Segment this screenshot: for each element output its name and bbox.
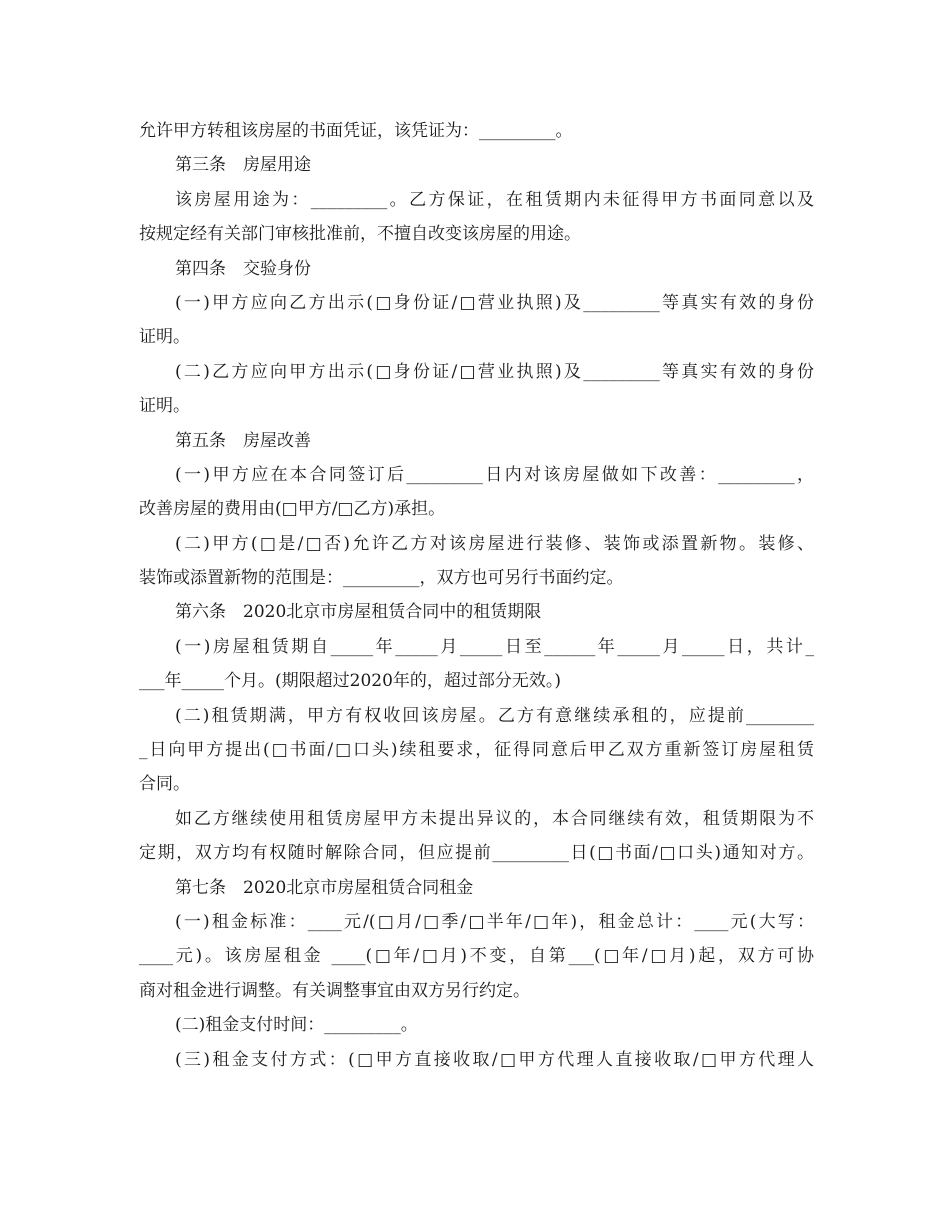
text-line: 商对租金进行调整。有关调整事宜由双方另行约定。 <box>139 980 530 1001</box>
text-line: 证明。 <box>139 396 190 417</box>
contract-text-body <box>139 114 814 1077</box>
text-line: 允许甲方转租该房屋的书面凭证，该凭证为：_________。 <box>139 121 573 141</box>
text-line: 装饰或添置新物的范围是：_________，双方也可另行书面约定。 <box>139 568 624 589</box>
text-line: ____元)。该房屋租金 ____(□年/□月)不变，自第___(□年/□月)起，双方可协 <box>139 946 814 967</box>
text-line: 定期，双方均有权随时解除合同，但应提前_________日(□书面/□口头)通知对方。 <box>139 843 814 864</box>
text-line: 改善房屋的费用由(□甲方/□乙方)承担。 <box>139 499 446 520</box>
text-line: (二)甲方(□是/□否)允许乙方对该房屋进行装修、装饰或添置新物。装修、 <box>175 533 814 554</box>
section-heading: 第三条 房屋用途 <box>175 155 311 176</box>
text-line: (二)租金支付时间：_________。 <box>175 1015 418 1036</box>
section-heading: 第四条 交验身份 <box>175 258 311 279</box>
text-line: (一)甲方应在本合同签订后_________日内对该房屋做如下改善：_________， <box>175 464 814 485</box>
text-line: 按规定经有关部门审核批准前，不擅自改变该房屋的用途。 <box>139 224 581 245</box>
text-line: _日向甲方提出(□书面/□口头)续租要求，征得同意后甲乙双方重新签订房屋租赁 <box>139 740 814 761</box>
section-heading: 第五条 房屋改善 <box>175 430 311 451</box>
text-line: (一)甲方应向乙方出示(□身份证/□营业执照)及_________等真实有效的身份 <box>175 292 814 313</box>
text-line: (二)乙方应向甲方出示(□身份证/□营业执照)及_________等真实有效的身份 <box>175 361 814 382</box>
text-line: (一)租金标准：____元/(□月/□季/□半年/□年)，租金总计：____元(大写： <box>175 911 814 932</box>
text-line: ___年_____个月。(期限超过2020年的，超过部分无效。) <box>139 671 562 692</box>
section-heading: 第六条 2020北京市房屋租赁合同中的租赁期限 <box>175 602 542 623</box>
text-line: 证明。 <box>139 327 190 348</box>
text-line: (一)房屋租赁期自_____年_____月_____日至______年_____月_____日，共计_ <box>175 636 814 657</box>
text-line: 如乙方继续使用租赁房屋甲方未提出异议的，本合同继续有效，租赁期限为不 <box>175 808 814 829</box>
text-line: (二)租赁期满，甲方有权收回该房屋。乙方有意继续承租的，应提前________ <box>175 705 814 726</box>
section-heading: 第七条 2020北京市房屋租赁合同租金 <box>175 877 474 898</box>
text-line: (三)租金支付方式：(□甲方直接收取/□甲方代理人直接收取/□甲方代理人 <box>175 1049 814 1070</box>
text-line: 该房屋用途为：_________。乙方保证，在租赁期内未征得甲方书面同意以及 <box>175 189 814 210</box>
text-line: 合同。 <box>139 774 190 795</box>
